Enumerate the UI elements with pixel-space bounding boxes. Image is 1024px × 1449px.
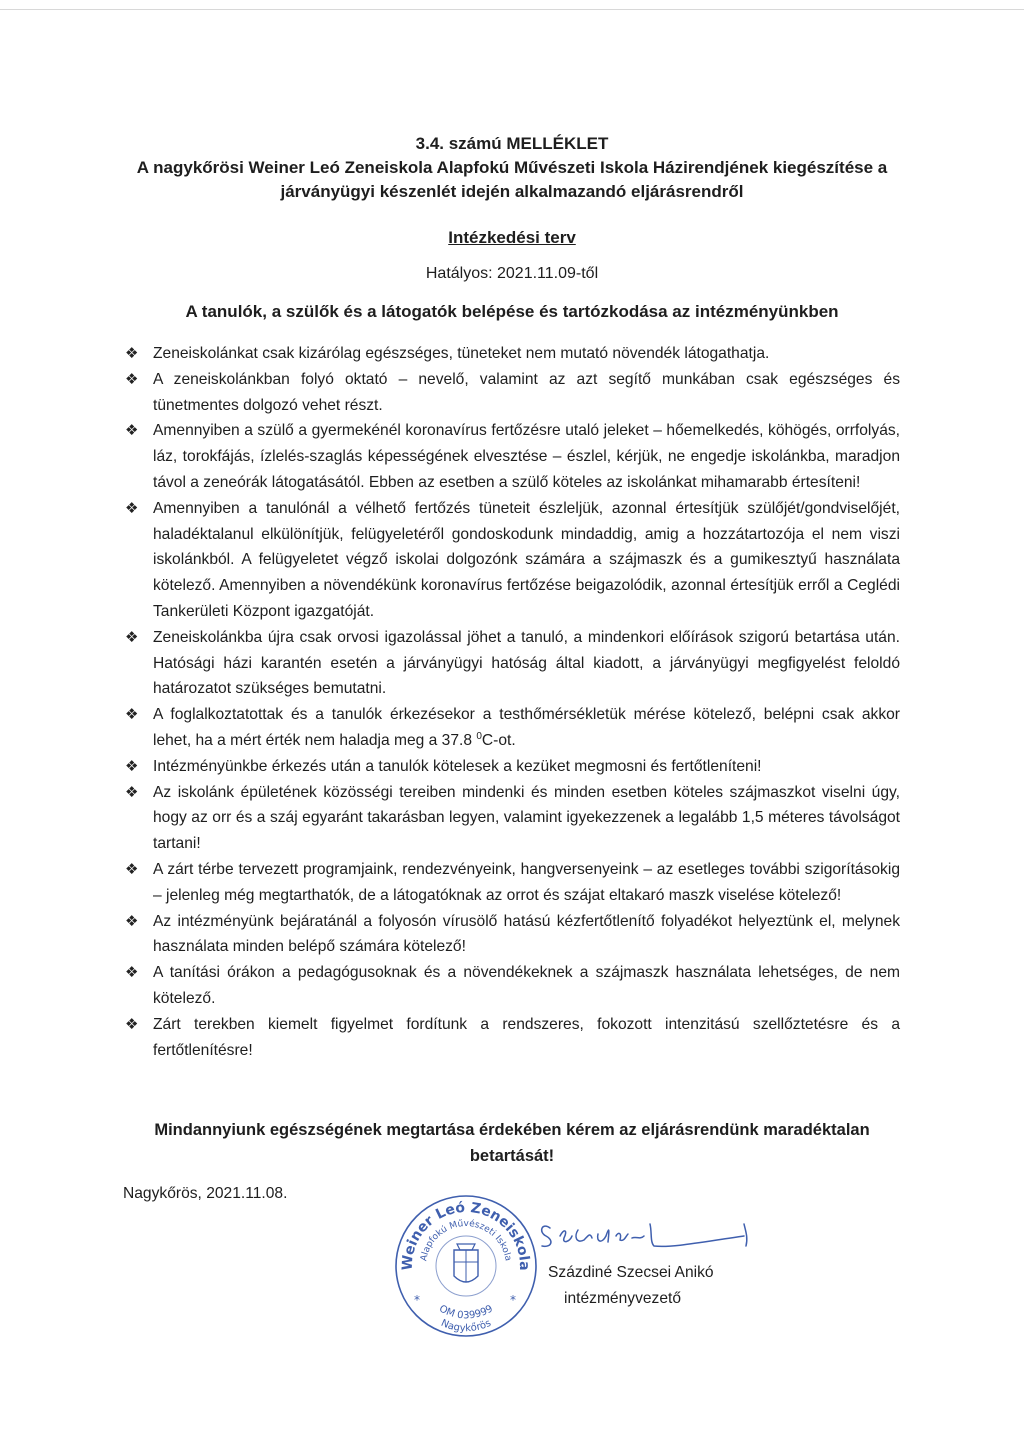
rule-text: A tanítási órákon a pedagógusoknak és a növendékeknek a szájmaszk használata lehetséges, de nem kötelező. <box>153 964 900 1007</box>
rule-text-unit: C-ot. <box>481 731 516 749</box>
signer-role: intézményvezető <box>564 1290 682 1307</box>
document-header <box>100 132 924 324</box>
rule-item <box>125 754 900 780</box>
stamp-inner-text: Alapfokú Művészeti Iskola <box>419 1218 513 1262</box>
stamp-star-left: * <box>414 1293 420 1307</box>
bullet-icon: ❖ <box>125 860 139 878</box>
document-title-line-2: járványügyi készenlét idején alkalmazandó eljárásrendről <box>280 182 744 201</box>
bullet-icon: ❖ <box>125 757 139 775</box>
rule-text: Amennyiben a tanulónál a vélhető fertőzés tüneteit észleljük, azonnal értesítjük szülőjét/gondviselőjét, haladéktalanul elkülönítjük, felügyeletéről gondoskodunk mindaddig, amig a hozzátartozója el nem viszi iskolánkból. A felügyeletet végző iskolai dolgozónk számára a szájmaszk és a gumikesztyű használata kötelező. Amennyiben a növendékünk koronavírus fertőzése beigazolódik, azonnal értesítjük erről a Ceglédi Tankerületi Központ igazgatóját. <box>153 499 900 620</box>
rule-item <box>125 960 900 1012</box>
validity-date: Hatályos: 2021.11.09-től <box>425 265 599 282</box>
signer-name: Százdiné Szecsei Anikó <box>548 1264 714 1281</box>
school-stamp-icon <box>392 1192 540 1340</box>
stamp-star-right: * <box>510 1293 516 1307</box>
degree-superscript: 0 <box>476 730 482 742</box>
bullet-icon: ❖ <box>125 422 139 440</box>
bullet-icon: ❖ <box>125 1015 139 1033</box>
rule-item <box>125 341 900 367</box>
bullet-icon: ❖ <box>125 912 139 930</box>
rule-text: Amennyiben a szülő a gyermekénél koronavírus fertőzésre utaló jeleket – hőemelkedés, köhögés, orrfolyás, láz, torokfájás, ízlelés-szaglás képességének elvesztése – észlel, kérjük, ne engedje iskolánkba, maradjon távol a zeneórák látogatásától. Ebben az esetben a szülő köteles az iskolánkat mihamarabb értesíteni! <box>153 422 900 491</box>
annex-number: 3.4. számú MELLÉKLET <box>415 134 609 153</box>
bullet-icon: ❖ <box>125 964 139 982</box>
rule-text: Intézményünkbe érkezés után a tanulók kötelesek a kezüket megmosni és fertőtleníteni! <box>153 757 762 775</box>
rule-item <box>125 857 900 909</box>
rule-text: Az iskolánk épületének közösségi tereiben mindenki és minden esetben köteles szájmaszkot viselni úgy, hogy az orr és a száj egyaránt takarásban legyen, valamint igyekezzenek a legalább 1,5 méteres távolságot tartani! <box>153 783 900 853</box>
closing-line-1: Mindannyiunk egészségének megtartása érdekében kérem az eljárásrendünk maradéktalan <box>154 1121 870 1139</box>
plan-subtitle: Intézkedési terv <box>448 228 576 247</box>
stamp-city: Nagykőrös <box>439 1317 493 1335</box>
rule-text: Az intézményünk bejáratánál a folyosón vírusölő hatású kézfertőtlenítő folyadékot helyeztünk el, melynek használata minden belépő számára kötelező! <box>153 912 900 956</box>
rule-text: Zeneiskolánkat csak kizárólag egészséges, tüneteket nem mutató növendék látogathatja. <box>153 345 770 362</box>
stamp-outer-text: Weiner Leó Zeneiskola <box>399 1199 533 1271</box>
rule-item <box>125 909 900 961</box>
rule-item-temperature <box>125 702 900 754</box>
rule-text: Zeneiskolánkba újra csak orvosi igazolással jöhet a tanuló, a mindenkori előírások szigorú betartása után. Hatósági házi karantén esetén a járványügyi hatóság által kiadott, a járványügyi megfigyelést feloldó határozatot szükséges bemutatni. <box>153 628 900 698</box>
bullet-icon: ❖ <box>125 499 139 517</box>
crown-icon <box>457 1244 475 1250</box>
rule-item <box>125 496 900 625</box>
bullet-icon: ❖ <box>125 370 139 388</box>
rule-text: A zeneiskolánkban folyó oktató – nevelő, valamint az azt segítő munkában csak egészséges és tünetmentes dolgozó vehet részt. <box>153 370 900 414</box>
rule-text: A foglalkoztatottak és a tanulók érkezésekor a testhőmérsékletük mérése kötelező, belépni csak akkor lehet, ha a mért érték nem haladja meg a 37.8 <box>153 706 900 749</box>
page-top-rule <box>0 9 1024 10</box>
closing-line-2: betartását! <box>469 1146 555 1165</box>
bullet-icon: ❖ <box>125 783 139 801</box>
rule-item <box>125 625 900 702</box>
rule-text: A zárt térbe tervezett programjaink, rendezvényeink, hangversenyeink – az esetleges további szigorításokig – jelenleg még megtarthatók, de a látogatóknak az orrot és szájat eltakaró maszk viselése kötelező! <box>153 860 900 904</box>
section-title: A tanulók, a szülők és a látogatók belépése és tartózkodása az intézményünkben <box>185 302 839 321</box>
rule-item <box>125 367 900 419</box>
rules-list <box>125 341 900 1063</box>
signer-block <box>548 1260 748 1312</box>
closing-statement <box>120 1118 904 1169</box>
bullet-icon: ❖ <box>125 706 139 724</box>
document-title-line-1: A nagykőrösi Weiner Leó Zeneiskola Alapfokú Művészeti Iskola Házirendjének kiegészítése a <box>136 158 888 177</box>
rule-item <box>125 1012 900 1064</box>
handwritten-signature <box>532 1206 772 1262</box>
place-and-date: Nagykőrös, 2021.11.08. <box>123 1185 288 1202</box>
bullet-icon: ❖ <box>125 345 139 362</box>
bullet-icon: ❖ <box>125 628 139 646</box>
stamp-om-number: OM 039999 <box>437 1303 495 1322</box>
rule-item <box>125 418 900 495</box>
rule-item <box>125 780 900 857</box>
rule-text: Zárt terekben kiemelt figyelmet fordítunk a rendszeres, fokozott intenzitású szellőztetésre és a fertőtlenítésre! <box>153 1015 900 1059</box>
